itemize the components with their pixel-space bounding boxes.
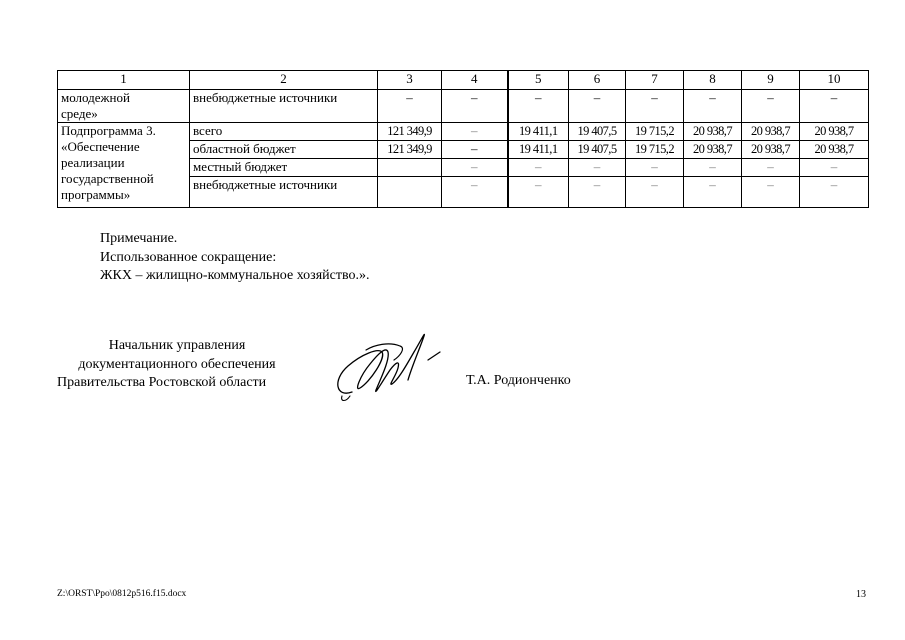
source-cell: всего [190,123,378,141]
value-cell: – [800,90,869,123]
header-cell: 6 [569,71,626,90]
value-cell: – [684,159,742,177]
value-cell: – [442,177,508,208]
header-cell: 2 [190,71,378,90]
header-cell: 9 [742,71,800,90]
value-cell: – [569,177,626,208]
budget-table [57,70,869,208]
position-line: документационного обеспечения [78,356,276,372]
value-cell: – [442,141,508,159]
value-cell: 121 349,9 [378,141,442,159]
value-cell: – [569,159,626,177]
value-cell: – [442,123,508,141]
value-cell: – [626,90,684,123]
value-cell: – [742,159,800,177]
header-cell: 7 [626,71,684,90]
value-cell: 20 938,7 [684,123,742,141]
note-line: ЖКХ – жилищно-коммунальное хозяйство.». [100,268,370,283]
value-cell: – [684,90,742,123]
row-name-line: среде» [61,106,98,121]
header-cell: 10 [800,71,869,90]
value-cell: 19 715,2 [626,123,684,141]
value-cell: 19 715,2 [626,141,684,159]
header-cell: 4 [442,71,508,90]
note-block [100,230,369,286]
source-cell: местный бюджет [190,159,378,177]
value-cell: – [508,90,569,123]
value-cell: – [569,90,626,123]
value-cell: – [508,159,569,177]
subprogram-name-line: Подпрограмма 3. [61,123,156,138]
subprogram-name-cell [58,123,190,208]
value-cell: – [742,177,800,208]
header-cell: 5 [508,71,569,90]
subprogram-name-line: программы» [61,187,131,202]
value-cell: 20 938,7 [742,123,800,141]
value-cell: – [742,90,800,123]
value-cell: – [442,90,508,123]
value-cell: 20 938,7 [742,141,800,159]
value-cell: – [800,177,869,208]
handwritten-signature [330,322,445,404]
value-cell: 20 938,7 [800,141,869,159]
value-cell: – [442,159,508,177]
table-row [58,90,869,123]
footer-file-path: Z:\ORST\Ppo\0812p516.f15.docx [57,589,187,599]
header-cell: 1 [58,71,190,90]
subprogram-name-line: реализации [61,155,125,170]
value-cell: – [378,90,442,123]
value-cell: 20 938,7 [684,141,742,159]
note-title: Примечание. [100,231,178,246]
signer-name: Т.А. Родионченко [466,373,571,388]
position-line: Начальник управления [108,338,246,353]
value-cell: 20 938,7 [800,123,869,141]
row-name-cell [58,90,190,123]
header-cell: 3 [378,71,442,90]
value-cell: 19 411,1 [508,141,569,159]
note-line: Использованное сокращение: [100,249,277,265]
value-cell: – [626,159,684,177]
value-cell: 19 407,5 [569,141,626,159]
value-cell [378,177,442,208]
position-line: Правительства Ростовской области [57,375,267,390]
value-cell [378,159,442,177]
header-cell: 8 [684,71,742,90]
value-cell: – [508,177,569,208]
value-cell: – [626,177,684,208]
table-header-row [58,71,869,90]
source-cell: областной бюджет [190,141,378,159]
row-name-line: молодежной [61,90,130,105]
subprogram-name-line: государственной [61,171,154,186]
source-cell: внебюджетные источники [190,90,378,123]
value-cell: 121 349,9 [378,123,442,141]
page-number: 13 [856,589,866,600]
subprogram-name-line: «Обеспечение [61,139,140,154]
value-cell: – [800,159,869,177]
source-cell: внебюджетные источники [190,177,378,208]
value-cell: – [684,177,742,208]
table-row [58,123,869,141]
value-cell: 19 411,1 [508,123,569,141]
signatory-position [57,337,297,393]
value-cell: 19 407,5 [569,123,626,141]
